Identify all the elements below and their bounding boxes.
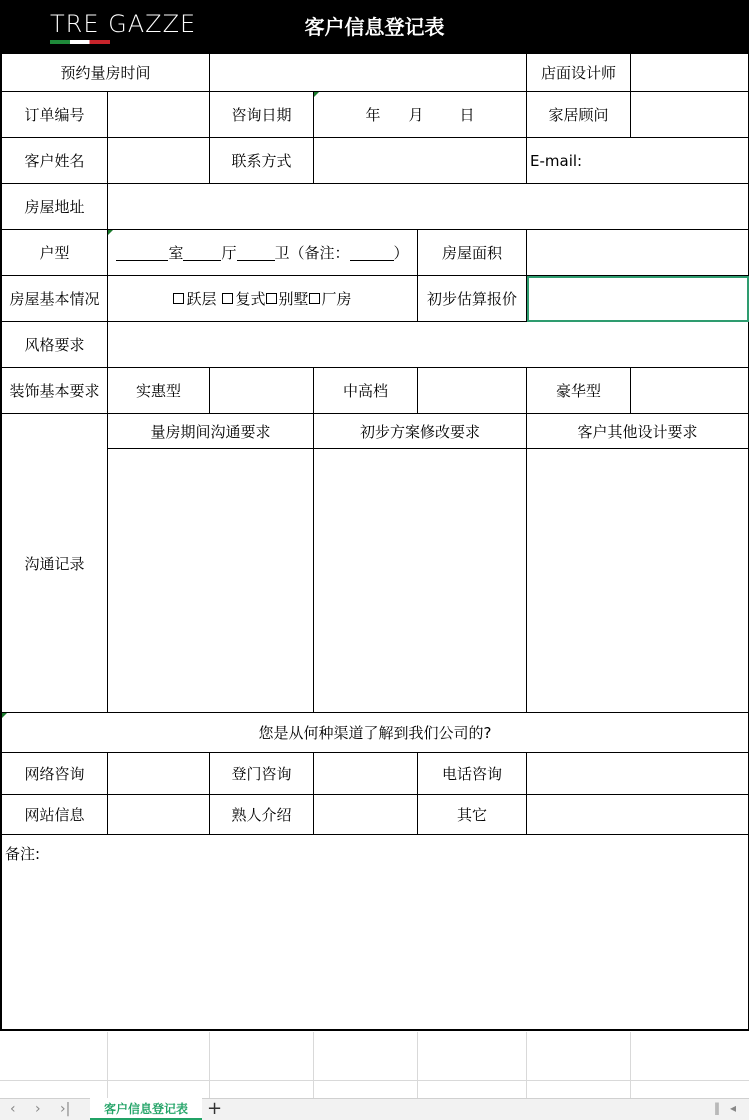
contact-label[interactable]: 联系方式 [210, 138, 314, 184]
channel-online-field[interactable] [108, 753, 210, 795]
style-field[interactable] [108, 322, 749, 368]
checkbox-icon[interactable] [173, 293, 184, 304]
channel-website-field[interactable] [108, 795, 210, 835]
option-economy[interactable]: 实惠型 [108, 368, 210, 414]
plus-icon[interactable]: + [207, 1098, 223, 1119]
checkbox-icon[interactable] [309, 293, 320, 304]
advisor-field[interactable] [631, 92, 749, 138]
option-factory: 厂房 [321, 290, 352, 308]
checkbox-icon[interactable] [222, 293, 233, 304]
email-field[interactable]: E-mail: [527, 138, 749, 184]
room-label: 室 [168, 244, 184, 262]
consult-date-label[interactable]: 咨询日期 [210, 92, 314, 138]
channel-phone[interactable]: 电话咨询 [418, 753, 527, 795]
channel-phone-field[interactable] [527, 753, 749, 795]
notes-field[interactable]: 备注: [0, 835, 749, 1031]
channel-question[interactable]: 您是从何种渠道了解到我们公司的? [0, 713, 749, 753]
order-number-label[interactable]: 订单编号 [0, 92, 108, 138]
split-handle-icon[interactable]: ‖ [714, 1101, 720, 1115]
customer-name-label[interactable]: 客户姓名 [0, 138, 108, 184]
house-type-options[interactable] [108, 276, 418, 322]
comment-marker-icon [314, 92, 319, 97]
address-label[interactable]: 房屋地址 [0, 184, 108, 230]
comm-measure-field[interactable] [108, 449, 314, 713]
area-field[interactable] [527, 230, 749, 276]
contact-field[interactable] [314, 138, 527, 184]
checkbox-icon[interactable] [266, 293, 277, 304]
option-villa: 别墅 [278, 290, 309, 308]
scroll-next-icon[interactable]: › [35, 1101, 41, 1117]
layout-label[interactable]: 户型 [0, 230, 108, 276]
channel-website[interactable]: 网站信息 [0, 795, 108, 835]
close-paren: ） [393, 244, 409, 262]
quote-field-selected[interactable] [527, 276, 749, 322]
grid-line [209, 1032, 210, 1098]
comm-col-other[interactable]: 客户其他设计要求 [527, 414, 749, 449]
quote-label[interactable]: 初步估算报价 [418, 276, 527, 322]
brand-logo: TRE GAZZE [50, 10, 196, 38]
economy-field[interactable] [210, 368, 314, 414]
decoration-label[interactable]: 装饰基本要求 [0, 368, 108, 414]
channel-referral[interactable]: 熟人介绍 [210, 795, 314, 835]
advisor-label[interactable]: 家居顾问 [527, 92, 631, 138]
bath-blank [237, 245, 275, 261]
option-loft: 跃层 [186, 290, 217, 308]
house-basic-label[interactable]: 房屋基本情况 [0, 276, 108, 322]
option-luxury[interactable]: 豪华型 [527, 368, 631, 414]
luxury-field[interactable] [631, 368, 749, 414]
grid-line [107, 1032, 108, 1098]
bath-label: 卫（备注： [274, 244, 350, 262]
option-mid-high[interactable]: 中高档 [314, 368, 418, 414]
day-label: 日 [459, 106, 475, 124]
comm-revision-field[interactable] [314, 449, 527, 713]
channel-visit-field[interactable] [314, 753, 418, 795]
channel-referral-field[interactable] [314, 795, 418, 835]
comm-col-measure[interactable]: 量房期间沟通要求 [108, 414, 314, 449]
style-label[interactable]: 风格要求 [0, 322, 108, 368]
address-field[interactable] [108, 184, 749, 230]
scroll-left-icon[interactable]: ◂ [730, 1101, 737, 1115]
scroll-first-icon[interactable]: ‹ [10, 1101, 16, 1117]
grid-line [313, 1032, 314, 1098]
communication-label[interactable]: 沟通记录 [0, 414, 108, 713]
mid-high-field[interactable] [418, 368, 527, 414]
note-blank [350, 245, 394, 261]
hall-blank [183, 245, 221, 261]
channel-other-field[interactable] [527, 795, 749, 835]
comment-marker-icon [108, 230, 113, 235]
comment-marker-icon [2, 713, 7, 718]
form-title: 客户信息登记表 [304, 15, 445, 39]
sheet-tab-active[interactable]: 客户信息登记表 [90, 1098, 202, 1120]
option-duplex: 复式 [235, 290, 266, 308]
room-blank [116, 245, 168, 261]
consult-date-field[interactable] [314, 92, 527, 138]
channel-visit[interactable]: 登门咨询 [210, 753, 314, 795]
month-label: 月 [408, 106, 424, 124]
order-number-field[interactable] [108, 92, 210, 138]
comm-other-field[interactable] [527, 449, 749, 713]
appointment-time-label[interactable]: 预约量房时间 [0, 54, 210, 92]
layout-field[interactable] [108, 230, 418, 276]
appointment-time-field[interactable] [210, 54, 527, 92]
grid-line [0, 1080, 749, 1081]
hall-label: 厅 [221, 244, 237, 262]
grid-line [630, 1032, 631, 1098]
grid-line [526, 1032, 527, 1098]
store-designer-label[interactable]: 店面设计师 [527, 54, 631, 92]
area-label[interactable]: 房屋面积 [418, 230, 527, 276]
channel-other[interactable]: 其它 [418, 795, 527, 835]
comm-col-revision[interactable]: 初步方案修改要求 [314, 414, 527, 449]
grid-line [417, 1032, 418, 1098]
scroll-last-icon[interactable]: ›| [60, 1101, 71, 1117]
customer-name-field[interactable] [108, 138, 210, 184]
channel-online[interactable]: 网络咨询 [0, 753, 108, 795]
year-label: 年 [365, 106, 381, 124]
store-designer-field[interactable] [631, 54, 749, 92]
